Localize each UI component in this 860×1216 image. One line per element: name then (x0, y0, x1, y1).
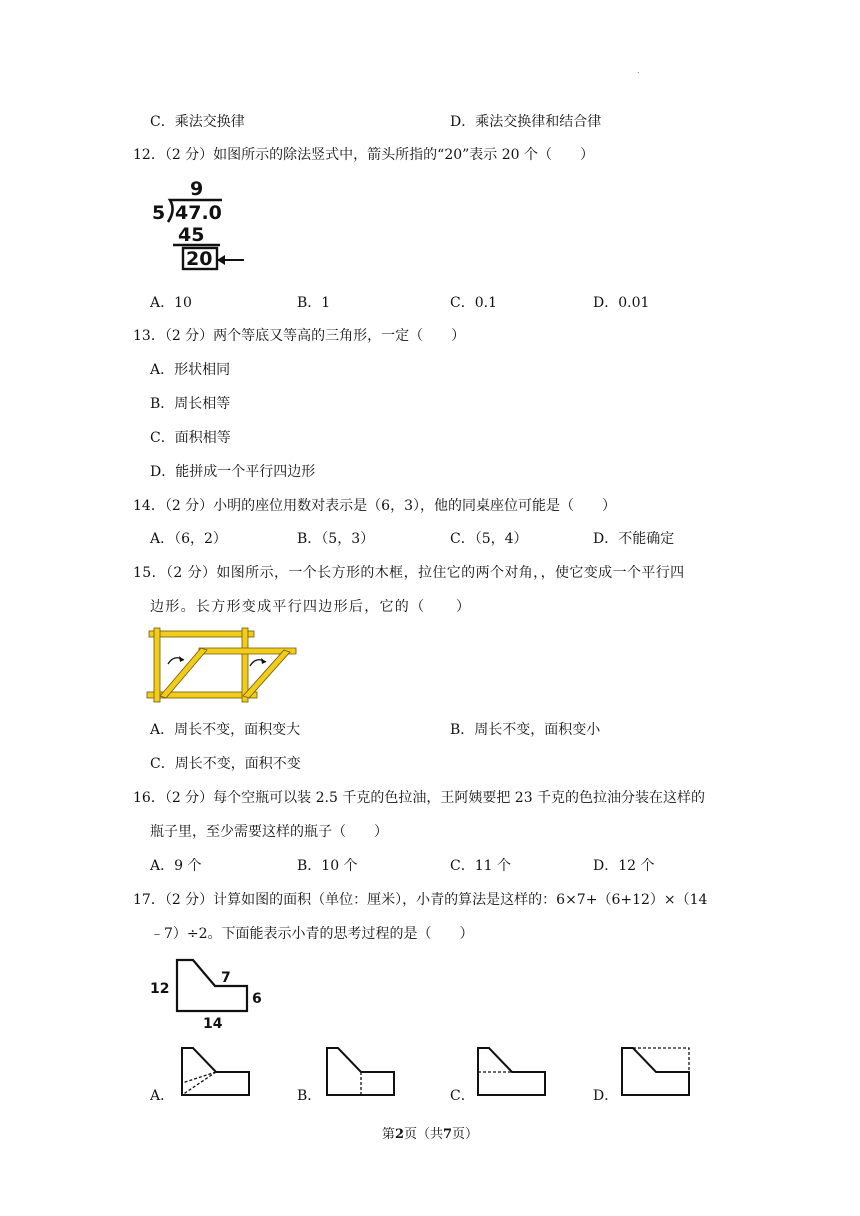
q15-stem-line2: 边形。长方形变成平行四边形后，它的（ ） (150, 599, 472, 615)
wooden-frame-figure (146, 626, 301, 706)
q16-option-c: C．11 个 (450, 858, 511, 874)
label-right: 6 (252, 991, 262, 1007)
q16-stem-line1: 16．（2 分）每个空瓶可以装 2.5 千克的色拉油，王阿姨要把 23 千克的色拉油分装在这样的 (133, 790, 706, 806)
q14-option-a: A．（6，2） (150, 531, 227, 547)
q17-option-b: B． (297, 1088, 322, 1104)
frame-left-bar (154, 628, 160, 702)
q16-option-d: D．12 个 (593, 858, 655, 874)
q15-option-b: B．周长不变，面积变小 (450, 722, 601, 738)
q12-option-b: B．1 (297, 295, 331, 311)
option-c-figure (472, 1045, 550, 1101)
q17-stem-line2: ﹣7）÷2。下面能表示小青的思考过程的是（ ） (150, 926, 474, 942)
q16-stem-line2: 瓶子里，至少需要这样的瓶子（ ） (150, 824, 388, 840)
q16-option-b: B．10 个 (297, 858, 358, 874)
q17-option-a: A． (150, 1088, 175, 1104)
division-quotient: 9 (190, 178, 204, 200)
option-d-figure (616, 1045, 696, 1101)
footer-prefix: 第 (381, 1127, 395, 1142)
q14-option-c: C．（5，4） (450, 531, 528, 547)
q12-stem: 12．（2 分）如图所示的除法竖式中，箭头所指的“20”表示 20 个（ ） (133, 147, 595, 163)
option-b-figure (321, 1045, 399, 1101)
division-dividend: 47.0 (175, 202, 222, 224)
shape-figure (148, 955, 278, 1035)
q13-stem: 13．（2 分）两个等底又等高的三角形，一定（ ） (133, 328, 466, 344)
q13-option-d: D．能拼成一个平行四边形 (150, 464, 316, 480)
label-top: 7 (221, 970, 231, 986)
long-division-figure (150, 178, 250, 273)
frame-top-bar (149, 631, 254, 637)
footer-suffix: 页） (452, 1127, 479, 1142)
page-mark: . (637, 66, 640, 75)
q13-option-a: A．形状相同 (150, 362, 231, 378)
label-left: 12 (150, 981, 170, 997)
q12-option-a: A．10 (150, 295, 192, 311)
footer-page-number: 2 (394, 1127, 404, 1142)
q16-option-a: A．9 个 (150, 858, 202, 874)
q14-option-d: D．不能确定 (593, 531, 675, 547)
parallelogram-right-bar (243, 650, 290, 698)
q12-option-d: D．0.01 (593, 295, 650, 311)
q15-option-c: C．周长不变，面积不变 (150, 756, 301, 772)
division-remainder: 20 (186, 248, 213, 270)
footer-mid: 页（共 (403, 1127, 443, 1142)
q14-option-b: B．（5，3） (297, 531, 375, 547)
division-product: 45 (178, 224, 205, 246)
q15-option-a: A．周长不变，面积变大 (150, 722, 301, 738)
division-divisor: 5 (152, 202, 166, 224)
option-a-figure (176, 1045, 254, 1101)
q12-option-c: C．0.1 (450, 295, 497, 311)
shape-outline (177, 960, 247, 1011)
q11-option-c: C．乘法交换律 (150, 114, 245, 130)
parallelogram-left-bar (160, 648, 207, 698)
q15-stem-line1: 15．（2 分）如图所示，一个长方形的木框，拉住它的两个对角，，使它变成一个平行四 (133, 565, 685, 581)
q17-option-c: C． (450, 1088, 475, 1104)
q17-option-d: D． (593, 1088, 619, 1104)
page-footer (0, 1123, 860, 1142)
footer-total-pages: 7 (443, 1127, 453, 1142)
q13-option-c: C．面积相等 (150, 430, 231, 446)
q13-option-b: B．周长相等 (150, 396, 231, 412)
q17-stem-line1: 17．（2 分）计算如图的面积（单位：厘米），小青的算法是这样的：6×7+（6+12）×（14 (133, 892, 708, 908)
q14-stem: 14．（2 分）小明的座位用数对表示是（6，3），他的同桌座位可能是（ ） (133, 498, 616, 514)
label-bottom: 14 (203, 1016, 223, 1032)
q11-option-d: D．乘法交换律和结合律 (450, 114, 602, 130)
